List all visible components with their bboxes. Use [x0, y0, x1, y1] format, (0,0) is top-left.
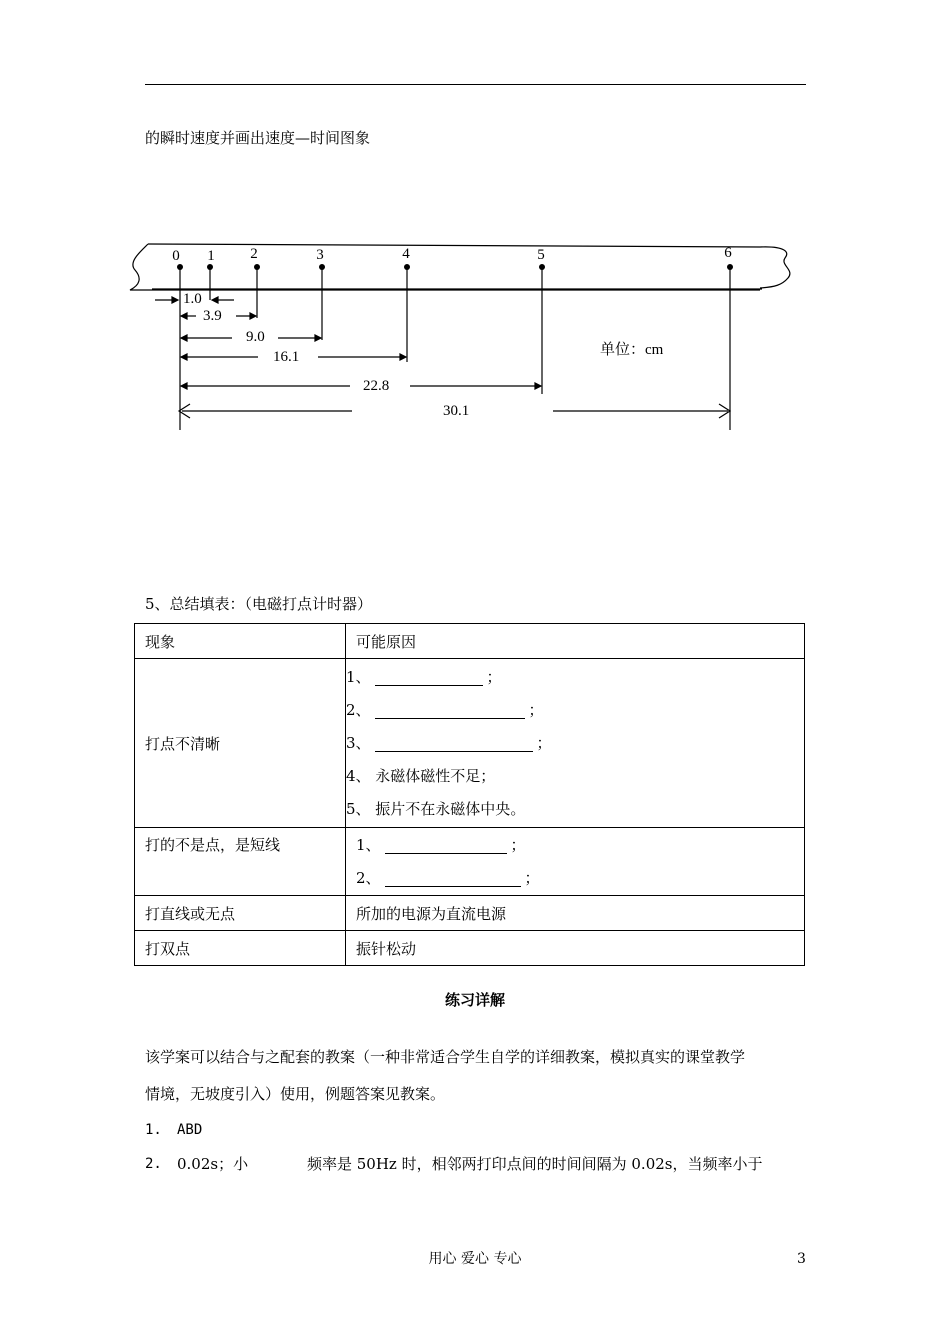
table-row	[135, 828, 805, 896]
cause-item	[356, 862, 804, 895]
blank-suffix: ；	[510, 835, 526, 854]
cause-number: 1、	[356, 835, 381, 854]
phenomenon-cell: 打点不清晰	[135, 659, 346, 828]
distance-label-6: 30.1	[443, 403, 470, 419]
intro-line: 的瞬时速度并画出速度—时间图象	[145, 129, 371, 147]
answer-blank[interactable]	[375, 669, 483, 686]
cause-item	[346, 694, 804, 727]
table-row	[135, 659, 805, 828]
cause-item	[356, 829, 804, 862]
table-header-row	[135, 624, 805, 659]
cause-number: 2、	[356, 868, 381, 887]
answer-blank[interactable]	[385, 837, 507, 854]
phenomenon-cell: 打直线或无点	[135, 896, 346, 931]
cause-item	[346, 661, 804, 694]
header-phenomenon: 现象	[135, 624, 346, 659]
answer-2-text: 0.02s；小	[177, 1155, 249, 1173]
tape-outline	[148, 244, 790, 288]
blank-suffix: ；	[486, 667, 502, 686]
cause-number: 3、	[346, 733, 371, 752]
answer-blank[interactable]	[375, 735, 533, 752]
distance-label-1: 1.0	[183, 291, 202, 307]
answer-1-number: 1.	[145, 1122, 162, 1138]
paper-tape-diagram	[0, 0, 950, 460]
causes-cell: 振针松动	[346, 931, 805, 966]
causes-cell: 所加的电源为直流电源	[346, 896, 805, 931]
answer-2-number: 2.	[145, 1156, 162, 1172]
point-label-0: 0	[172, 248, 180, 264]
paragraph-line-1: 该学案可以结合与之配套的教案（一种非常适合学生自学的详细教案，模拟真实的课堂教学	[145, 1048, 746, 1066]
point-label-6: 6	[724, 245, 732, 261]
distance-label-4: 16.1	[273, 349, 300, 365]
answer-1-text: ABD	[177, 1122, 203, 1138]
unit-label: 单位：cm	[600, 342, 664, 358]
summary-table	[134, 623, 805, 966]
blank-suffix: ；	[536, 733, 552, 752]
point-label-3: 3	[316, 247, 324, 263]
cause-item: 5、 振片不在永磁体中央。	[346, 799, 526, 818]
answer-blank[interactable]	[385, 870, 521, 887]
tape-left-edge	[130, 244, 760, 290]
summary-title: 5、总结填表：（电磁打点计时器）	[145, 595, 373, 613]
causes-cell	[346, 828, 805, 896]
page-number: 3	[797, 1251, 806, 1267]
distance-label-5: 22.8	[363, 378, 390, 394]
table-row	[135, 896, 805, 931]
cause-item: 4、 永磁体磁性不足；	[346, 766, 496, 785]
distance-label-3: 9.0	[246, 329, 265, 345]
cause-number: 2、	[346, 700, 371, 719]
causes-cell	[346, 659, 805, 828]
point-label-4: 4	[402, 246, 410, 262]
answer-blank[interactable]	[375, 702, 525, 719]
blank-suffix: ；	[528, 700, 544, 719]
header-causes: 可能原因	[346, 624, 805, 659]
point-label-5: 5	[537, 247, 545, 263]
blank-suffix: ；	[524, 868, 540, 887]
point-label-2: 2	[250, 246, 258, 262]
footer-center: 用心 爱心 专心	[428, 1251, 522, 1267]
paragraph-line-2: 情境，无坡度引入）使用，例题答案见教案。	[145, 1085, 446, 1103]
answer-2-note: 频率是 50Hz 时，相邻两打印点间的时间间隔为 0.02s，当频率小于	[307, 1155, 763, 1173]
point-label-1: 1	[207, 248, 215, 264]
phenomenon-cell: 打双点	[135, 931, 346, 966]
distance-label-2: 3.9	[203, 308, 222, 324]
cause-number: 1、	[346, 667, 371, 686]
section-title: 练习详解	[444, 991, 505, 1009]
cause-item	[346, 727, 804, 760]
phenomenon-cell: 打的不是点，是短线	[135, 828, 346, 896]
table-row	[135, 931, 805, 966]
